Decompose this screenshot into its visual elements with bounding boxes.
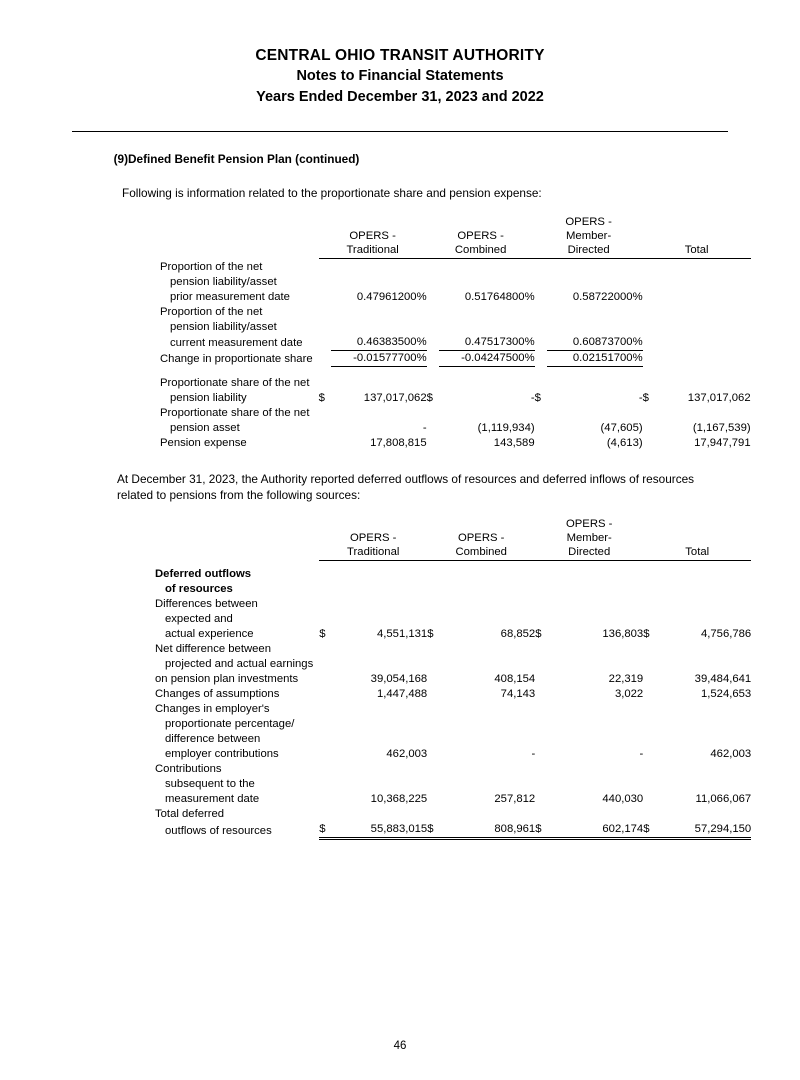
- table-subheading-row: of resources: [165, 583, 233, 595]
- col-header-combined: OPERS - Combined: [427, 215, 535, 260]
- table-row: current measurement date 0.46383500% 0.47517300% 0.60873700%: [170, 336, 643, 349]
- table-row: on pension plan investments 39,054,168 408,154 22,319 39,484,641: [155, 673, 752, 685]
- table-row: Changes in employer's: [155, 703, 270, 715]
- table-row: pension liability $ 137,017,062 $ - $ - $ 137,017,062: [170, 392, 751, 404]
- col-header-combined: OPERS - Combined: [427, 517, 535, 562]
- table-row: actual experience $ 4,551,131 $ 68,852 $ 136,803 $ 4,756,786: [165, 628, 752, 640]
- col-header-traditional: OPERS - Traditional: [319, 517, 427, 562]
- section-number: (9): [113, 152, 128, 166]
- reporting-period: Years Ended December 31, 2023 and 2022: [256, 89, 544, 105]
- document-subtitle: Notes to Financial Statements: [296, 68, 504, 84]
- table-subheading-row: Deferred outflows: [155, 568, 252, 580]
- section-title-text: Defined Benefit Pension Plan (continued): [128, 152, 360, 166]
- table-row: employer contributions 462,003 - - 462,003: [165, 748, 752, 760]
- table-row: Contributions: [155, 763, 222, 775]
- col-header-member-directed: OPERS - Member- Directed: [535, 215, 643, 260]
- table-row: Proportionate share of the net: [160, 407, 310, 419]
- deferred-outflows-table: [155, 517, 751, 840]
- table-row: measurement date 10,368,225 257,812 440,030 11,066,067: [165, 793, 752, 805]
- table-row: prior measurement date 0.47961200% 0.51764800% 0.58722000%: [170, 291, 643, 303]
- table-row: Change in proportionate share -0.01577700% -0.04247500% 0.02151700%: [160, 352, 643, 365]
- table-total-row: Total deferred: [155, 808, 225, 820]
- document-header: [0, 45, 800, 108]
- table-row: proportionate percentage/: [165, 718, 295, 730]
- table-row: pension liability/asset: [170, 321, 277, 333]
- table-row: expected and: [165, 613, 233, 625]
- table-total-row: outflows of resources $ 55,883,015 $ 808,961 $ 602,174 $ 57,294,150: [165, 823, 752, 837]
- table-row: difference between: [165, 733, 261, 745]
- table-row: pension liability/asset: [170, 276, 277, 288]
- section-heading: [88, 152, 800, 167]
- table-row: projected and actual earnings: [165, 658, 314, 670]
- col-header-traditional: OPERS - Traditional: [319, 215, 427, 260]
- table-row: Proportion of the net: [160, 306, 263, 318]
- table-row: Net difference between: [155, 643, 271, 655]
- organization-name: CENTRAL OHIO TRANSIT AUTHORITY: [255, 47, 545, 64]
- page-number: 46: [393, 1040, 407, 1052]
- table-header-row: [155, 517, 751, 562]
- table-row: Pension expense 17,808,815 143,589 (4,613) 17,947,791: [160, 437, 751, 449]
- table-row: Changes of assumptions 1,447,488 74,143 3,022 1,524,653: [155, 688, 752, 700]
- table-row: Proportion of the net: [160, 261, 263, 273]
- col-header-member-directed: OPERS - Member- Directed: [535, 517, 643, 562]
- col-header-total: Total: [643, 517, 751, 562]
- table-row: Proportionate share of the net: [160, 377, 310, 389]
- table-row: pension asset - (1,119,934) (47,605) (1,167,539): [170, 422, 751, 434]
- header-divider: [72, 131, 728, 132]
- col-header-total: Total: [643, 215, 751, 260]
- table-header-row: [160, 215, 751, 260]
- proportionate-share-table: [160, 215, 751, 451]
- document-page: [0, 45, 800, 1080]
- paragraph-intro-2: At December 31, 2023, the Authority reported deferred outflows of resources and deferred inflows of resources related to pensions from the following sources:: [117, 472, 695, 502]
- table-row: subsequent to the: [165, 778, 255, 790]
- paragraph-intro-1: Following is information related to the proportionate share and pension expense:: [122, 186, 542, 200]
- table-row: Differences between: [155, 598, 258, 610]
